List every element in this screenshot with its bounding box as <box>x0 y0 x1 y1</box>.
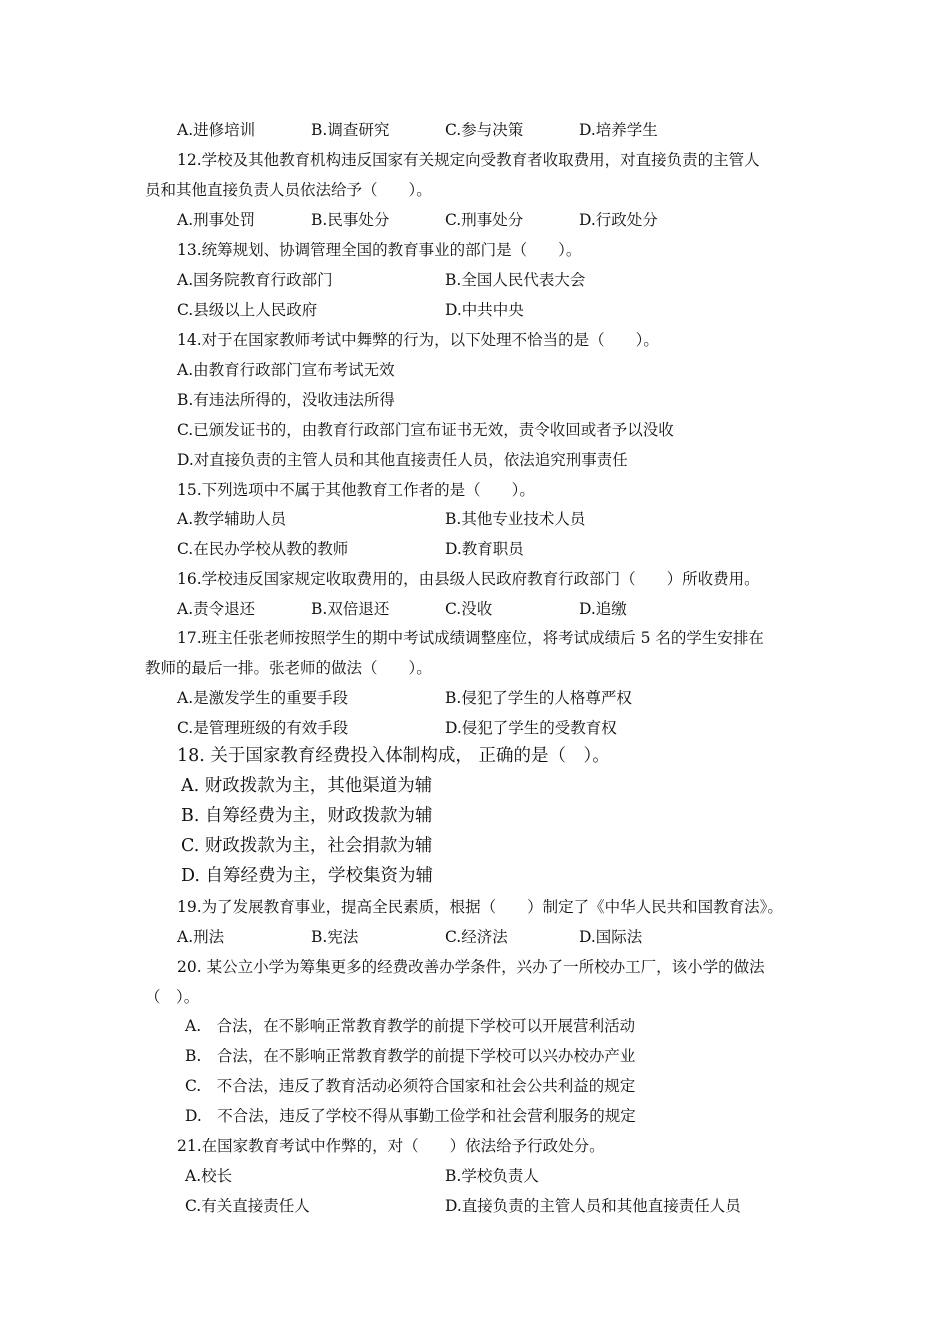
q14-option-b: B.有违法所得的，没收违法所得 <box>177 391 395 409</box>
q13-option-c: C.县级以上人民政府 <box>177 301 318 319</box>
q18-option-a: A. 财政拨款为主，其他渠道为辅 <box>181 776 433 796</box>
q15-option-c: C.在民办学校从教的教师 <box>177 540 349 558</box>
q21-option-c: C.有关直接责任人 <box>185 1197 310 1215</box>
q15-option-a: A.教学辅助人员 <box>177 510 287 528</box>
q21-option-a: A.校长 <box>185 1167 233 1185</box>
q21-stem: 21.在国家教育考试中作弊的，对（ ）依法给予行政处分。 <box>177 1137 605 1155</box>
q15-option-d: D.教育职员 <box>445 540 524 558</box>
q17-stem-line-1: 17.班主任张老师按照学生的期中考试成绩调整座位，将考试成绩后 5 名的学生安排在 <box>177 629 764 647</box>
q20-stem-line-1: 20. 某公立小学为筹集更多的经费改善办学条件，兴办了一所校办工厂，该小学的做法 <box>177 958 765 976</box>
q19-option-c: C.经济法 <box>445 928 508 946</box>
q13-option-b: B.全国人民代表大会 <box>445 271 586 289</box>
q15-stem: 15.下列选项中不属于其他教育工作者的是（ ）。 <box>177 481 535 499</box>
q13-stem: 13.统筹规划、协调管理全国的教育事业的部门是（ ）。 <box>177 241 582 259</box>
q19-option-a: A.刑法 <box>177 928 225 946</box>
q11-option-a: A.进修培训 <box>177 121 256 139</box>
q20-stem-line-2: （ ）。 <box>145 988 200 1006</box>
q16-option-d: D.追缴 <box>579 600 627 618</box>
q20-option-a: A. 合法，在不影响正常教育教学的前提下学校可以开展营利活动 <box>185 1017 636 1035</box>
q13-option-d: D.中共中央 <box>445 301 524 319</box>
q11-option-d: D.培养学生 <box>579 121 658 139</box>
q21-option-d: D.直接负责的主管人员和其他直接责任人员 <box>445 1197 741 1215</box>
q11-option-c: C.参与决策 <box>445 121 524 139</box>
q18-option-b: B. 自筹经费为主，财政拨款为辅 <box>181 806 433 826</box>
q14-option-d: D.对直接负责的主管人员和其他直接责任人员，依法追究刑事责任 <box>177 451 628 469</box>
q20-option-b: B. 合法，在不影响正常教育教学的前提下学校可以兴办校办产业 <box>185 1047 636 1065</box>
q12-stem-line-1: 12.学校及其他教育机构违反国家有关规定向受教育者收取费用，对直接负责的主管人 <box>177 151 760 169</box>
q12-option-a: A.刑事处罚 <box>177 211 256 229</box>
q18-option-d: D. 自筹经费为主，学校集资为辅 <box>181 866 434 886</box>
q12-option-c: C.刑事处分 <box>445 211 524 229</box>
q16-option-c: C.没收 <box>445 600 493 618</box>
q13-option-a: A.国务院教育行政部门 <box>177 271 333 289</box>
q11-option-b: B.调查研究 <box>311 121 390 139</box>
q17-stem-line-2: 教师的最后一排。张老师的做法（ ）。 <box>145 659 432 677</box>
q18-stem: 18. 关于国家教育经费投入体制构成， 正确的是（ ）。 <box>177 746 610 766</box>
q16-stem: 16.学校违反国家规定收取费用的，由县级人民政府教育行政部门（ ）所收费用。 <box>177 570 760 588</box>
q17-option-a: A.是激发学生的重要手段 <box>177 689 349 707</box>
q12-option-b: B.民事处分 <box>311 211 390 229</box>
q15-option-b: B.其他专业技术人员 <box>445 510 586 528</box>
q20-option-c: C. 不合法，违反了教育活动必须符合国家和社会公共利益的规定 <box>185 1077 636 1095</box>
q14-stem: 14.对于在国家教师考试中舞弊的行为，以下处理不恰当的是（ ）。 <box>177 331 659 349</box>
q16-option-b: B.双倍退还 <box>311 600 390 618</box>
q17-option-b: B.侵犯了学生的人格尊严权 <box>445 689 632 707</box>
q19-stem: 19.为了发展教育事业，提高全民素质，根据（ ）制定了《中华人民共和国教育法》。 <box>177 898 783 916</box>
q14-option-c: C.已颁发证书的，由教育行政部门宣布证书无效，责令收回或者予以没收 <box>177 421 674 439</box>
q20-option-d: D. 不合法，违反了学校不得从事勤工俭学和社会营利服务的规定 <box>185 1107 636 1125</box>
q19-option-b: B.宪法 <box>311 928 359 946</box>
q17-option-c: C.是管理班级的有效手段 <box>177 719 349 737</box>
q18-option-c: C. 财政拨款为主，社会捐款为辅 <box>181 836 433 856</box>
q16-option-a: A.责令退还 <box>177 600 256 618</box>
q19-option-d: D.国际法 <box>579 928 643 946</box>
q12-option-d: D.行政处分 <box>579 211 658 229</box>
q21-option-b: B.学校负责人 <box>445 1167 539 1185</box>
q12-stem-line-2: 员和其他直接负责人员依法给予（ ）。 <box>145 181 432 199</box>
q17-option-d: D.侵犯了学生的受教育权 <box>445 719 617 737</box>
q14-option-a: A.由教育行政部门宣布考试无效 <box>177 361 395 379</box>
